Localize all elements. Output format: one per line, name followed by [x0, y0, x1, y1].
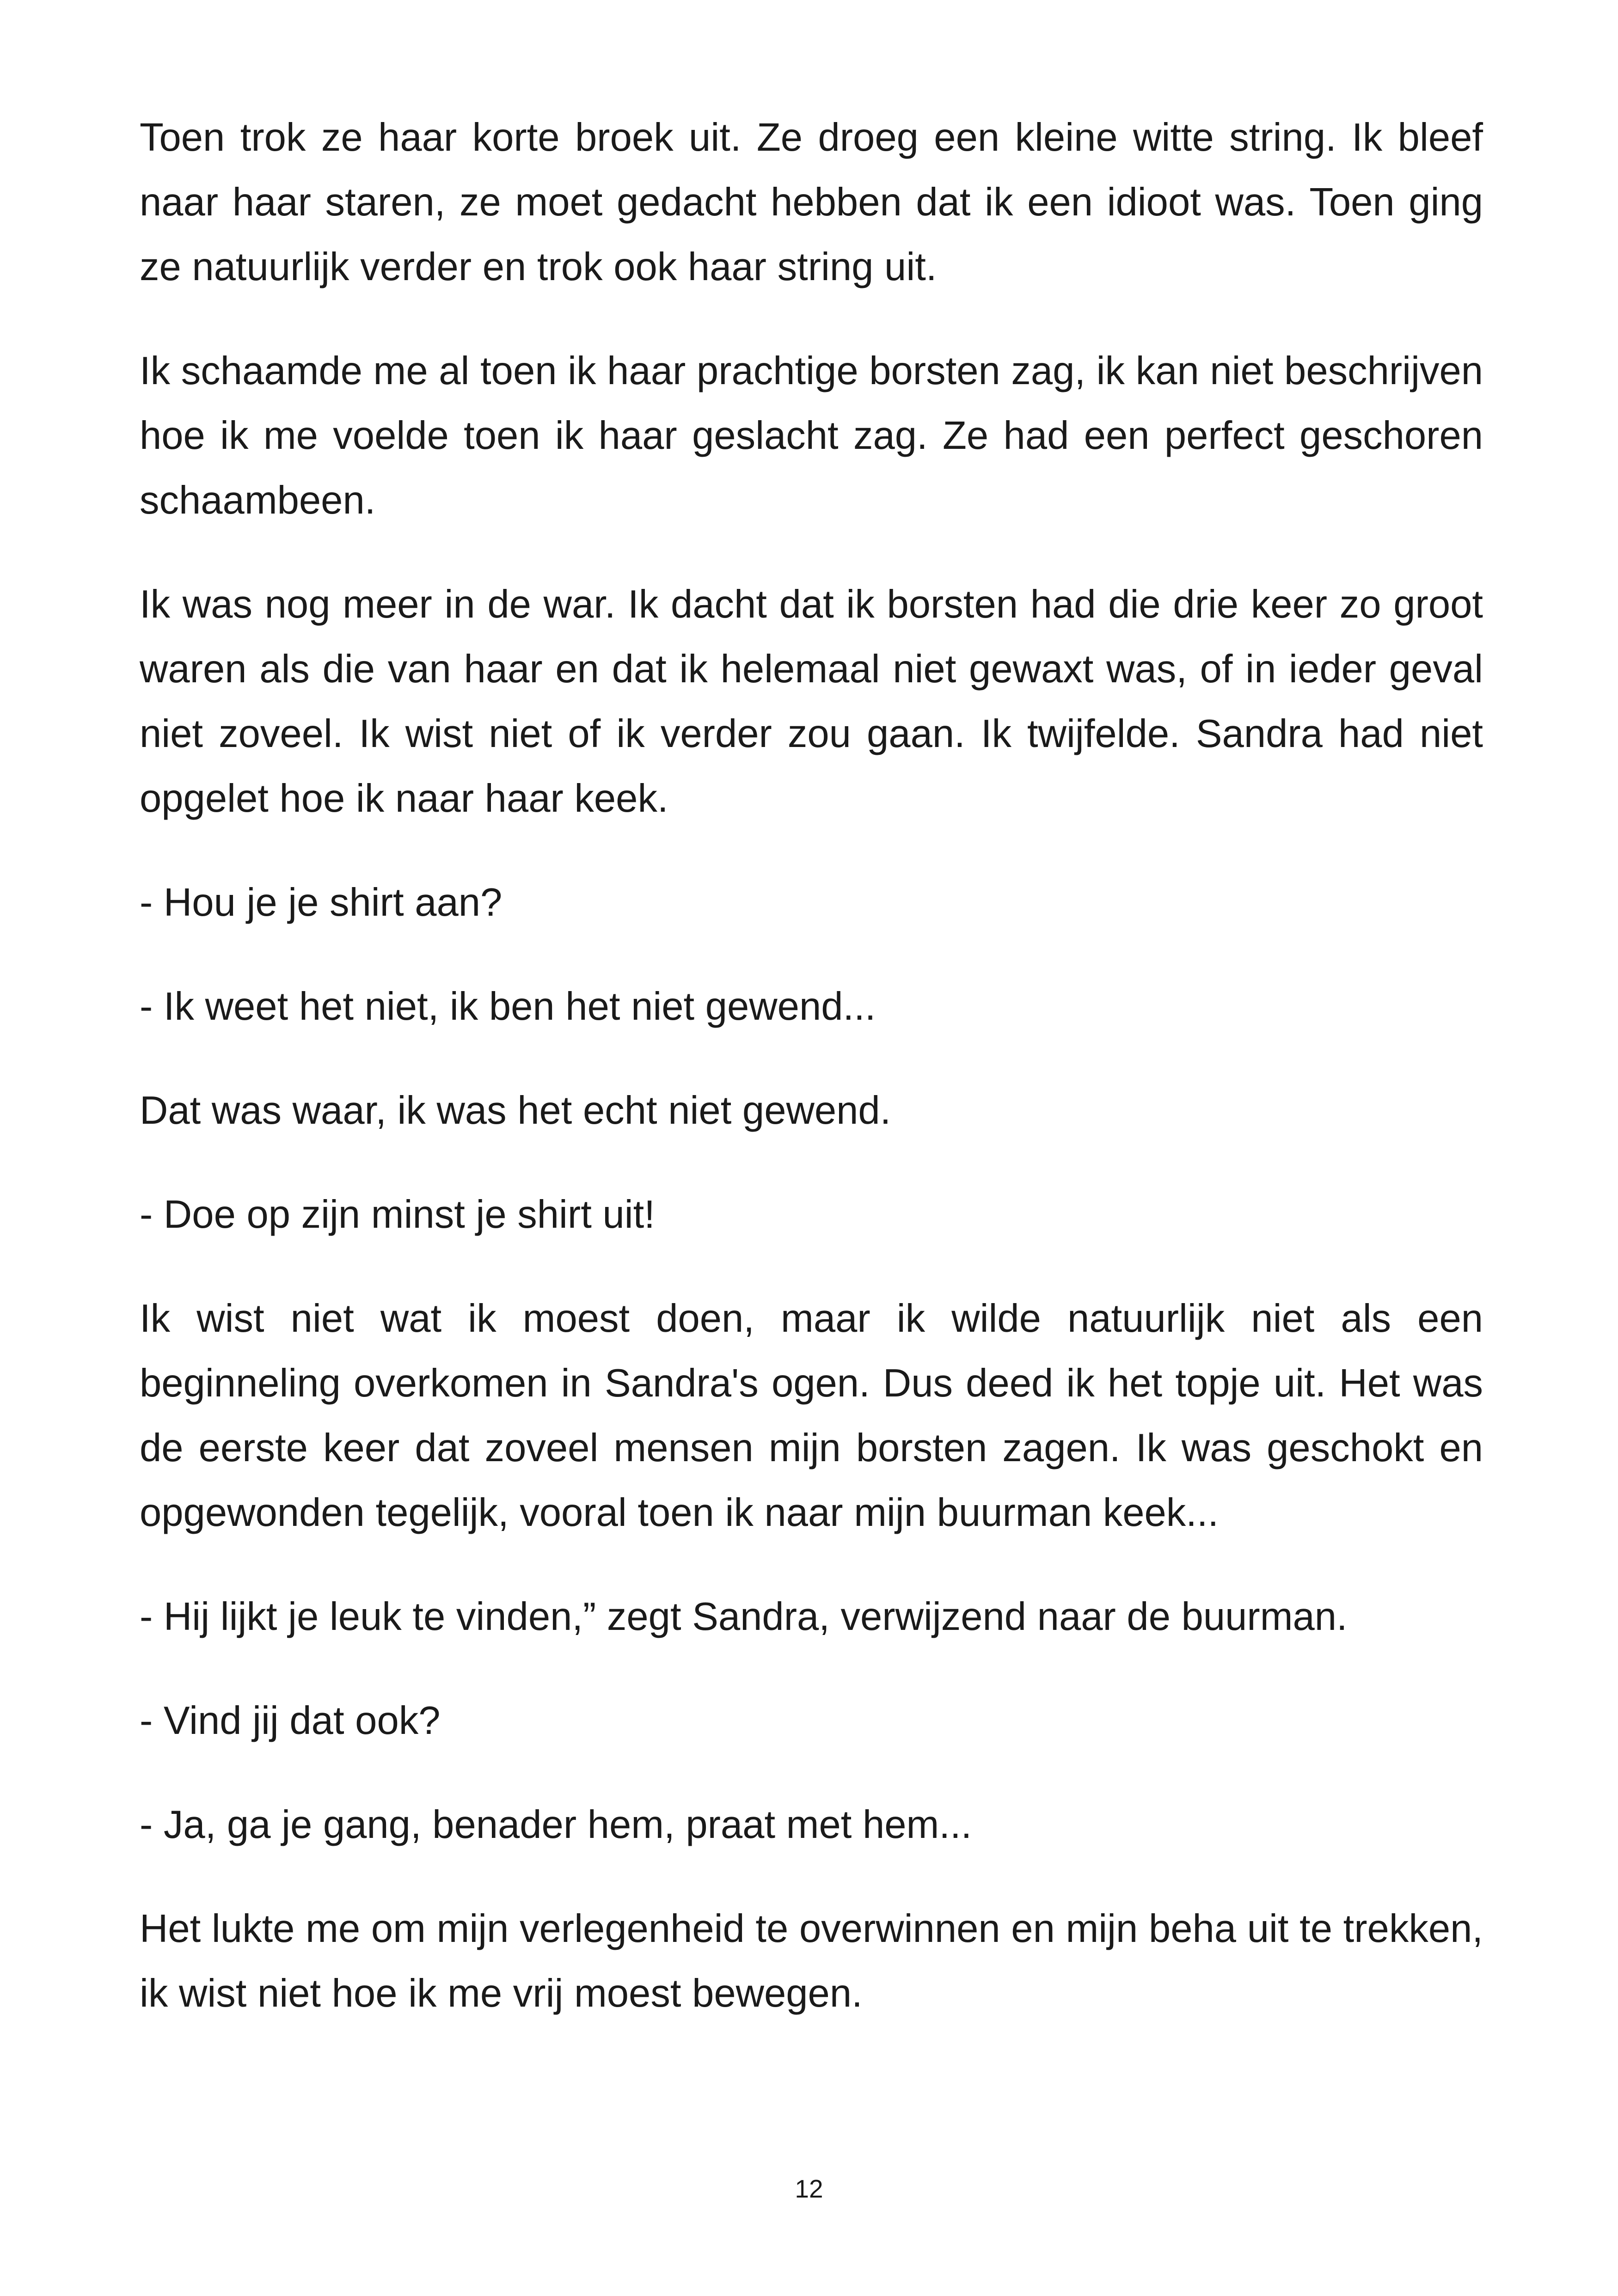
dialogue-line: - Doe op zijn minst je shirt uit! [140, 1193, 655, 1237]
dialogue-line: - Ja, ga je gang, benader hem, praat met hem... [140, 1803, 972, 1847]
paragraph: Toen trok ze haar korte broek uit. Ze droeg een kleine witte string. Ik bleef naar haar staren, ze moet gedacht hebben dat ik een idioot was. Toen ging ze natuurlijk verder en trok ook haar string uit. [140, 116, 1483, 289]
dialogue-line: - Hij lijkt je leuk te vinden,” zegt Sandra, verwijzend naar de buurman. [140, 1595, 1348, 1639]
dialogue-line: - Vind jij dat ook? [140, 1699, 441, 1743]
page-body [140, 105, 1483, 2065]
paragraph: Dat was waar, ik was het echt niet gewend. [140, 1089, 891, 1133]
page-number: 12 [795, 2174, 823, 2203]
dialogue-line: - Ik weet het niet, ik ben het niet gewend... [140, 985, 876, 1029]
paragraph: Ik schaamde me al toen ik haar prachtige borsten zag, ik kan niet beschrijven hoe ik me voelde toen ik haar geslacht zag. Ze had een perfect geschoren schaambeen. [140, 349, 1483, 522]
paragraph: Het lukte me om mijn verlegenheid te overwinnen en mijn beha uit te trekken, ik wist niet hoe ik me vrij moest bewegen. [140, 1907, 1483, 2015]
dialogue-line: - Hou je je shirt aan? [140, 881, 503, 925]
paragraph: Ik wist niet wat ik moest doen, maar ik wilde natuurlijk niet als een beginneling overkomen in Sandra's ogen. Dus deed ik het topje uit. Het was de eerste keer dat zoveel mensen mijn borsten zagen. Ik was geschokt en opgewonden tegelijk, vooral toen ik naar mijn buurman keek... [140, 1297, 1483, 1535]
paragraph: Ik was nog meer in de war. Ik dacht dat ik borsten had die drie keer zo groot waren als die van haar en dat ik helemaal niet gewaxt was, of in ieder geval niet zoveel. Ik wist niet of ik verder zou gaan. Ik twijfelde. Sandra had niet opgelet hoe ik naar haar keek. [140, 582, 1483, 820]
